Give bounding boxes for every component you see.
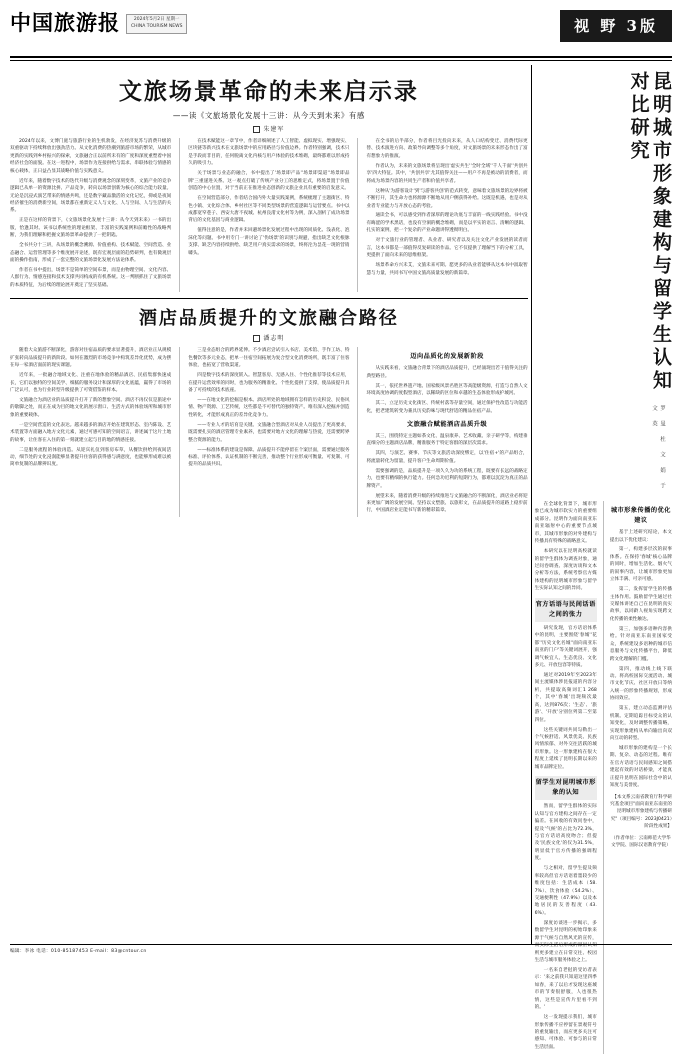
paragraph: 第四，推动线上线下联动。将高校国际交流活动、城市文化节庆、社区开放日等纳入统一的形象传播规划，形成协同效应。 [609,666,672,702]
article2-byline [10,333,528,342]
paragraph: 这一发现提示我们，城市形象传播不应停留在景观符号的重复输出，而应更多关注可感知、可体验、可参与的日常生活层面。 [534,1015,597,1050]
article1-headline: 文旅场景革命的未来启示录 [118,78,419,105]
paragraph: 在空间营造部分，作者结合国内外大量实践案例，系统梳理了主题街区、特色小镇、文化综合体、乡村社区等不同类型场景的营造逻辑与运营要点。书中以成都宽窄巷子、西安大唐不夜城、杭州良渚文化村等为例，深入剖析了成功场景背后的文化基因与商业逻辑。 [188,196,350,224]
paragraph: 一是空间营造的文化表达。越来越多的酒店开始在建筑形态、室内陈设、艺术装置等方面融入地方文化元素，通过可感可知的空间语言，讲述属于这片土地的故事，让住客在入住的第一刻就建立起与目的地的情感连接。 [10,422,172,443]
paragraph: 在全书的后半部分，作者将目光投向未来，从人口结构变迁、消费代际更替、技术演进方向、政策导向调整等多个角度，对文旅场景的未来形态作出了富有想象力的推演。 [366,139,528,159]
paragraph: 2024年以来，文博门庭与旅游行业的生机勃发，在经济复苏与消费升级的双重驱动下持续释放出强劲活力。从文化消费的热潮到旅游市场的繁荣，从城市更新的实践到乡村振兴的探索，文旅融合正以前所未有的广度和深度重塑着中国经济社会的面貌。在这一进程中，场景作为连接供给与需求、串联体验与情感的核心载体，正日益凸显其战略价值与实践意义。 [10,139,172,174]
paragraph: 第五，建立动态监测评估机制。定期追踪目标受众的认知变化，及时调整传播策略，实现形象建构从单向输出向双向互动的转型。 [609,706,672,741]
article3-fund-note: 【本文系云南省教育厅科学研究基金项目"面向南亚东南亚的昆明城市形象建构与传播研究"（项目编号：2023J0421）阶段性成果】 [610,794,672,830]
article2-col1 [10,347,171,517]
newspaper-logo: 中国旅游报 [10,10,120,35]
paragraph: 作者认为，未来的文旅场景将呈现出'虚实共生''全时全域''千人千面''共创共享'四大特征。其中，'共创共享'尤其值得关注——用户不再是被动的消费者，而将成为场景内容的共同生产者和价值共享者。 [366,163,528,184]
article3-byline: 罗 曼 杜 文 娟 于 文 英 [651,405,665,490]
article3-col1 [535,501,597,1054]
paragraph: 这种从'为游客设计'到'与游客共创'的范式转变，意味着文旅场景的边界将被不断打开，其生命力也将源源不断地从用户侧获得补给。这既是机遇，也是对从业者专业能力与开放心态的考验。 [366,188,528,209]
paragraph: 然而，留学生群体的实际认知与官方建构之间存在一定偏差。在回收的有效问卷中，提及'气候'的占比为72.3%，与官方话语高度吻合；但提及'民族文化'的仅为31.5%，明显低于官方传播的强调程度。 [534,804,597,862]
byline-square-icon [253,126,260,133]
paragraph: 本研究以在昆明高校就读的留学生群体为调查对象，通过问卷调查、深度访谈和文本分析等方法，系统考察官方媒体建构的昆明城市形象与留学生实际认知之间的异同。 [534,549,597,592]
paragraph: 在全球化背景下，城市形象已成为城市软实力的重要组成部分。昆明作为面向南亚东南亚辐射中心的重要节点城市，其城市形象的对外建构与传播具有特殊的战略意义。 [534,502,597,545]
vertical-divider [528,65,535,945]
paragraph: 一名来自老挝的受访者表示：'来之前我只知道这里四季如春，来了以后才发现这座城市的节奏很舒服，人也很热情，这些是宣传片里看不到的。' [534,967,597,1011]
paragraph: 作者在书中提出，场景不是简单的空间布景，而是由物理空间、文化内容、人群行为、情感连接和技术支撑共同构成的有机系统。这一判断抓住了文旅场景的本质特征，为后续的理论展开奠定了坚实基础。 [10,268,172,288]
article-scene-revolution [10,73,528,292]
paragraph: 三是业态组合的跨界延伸。不少酒店尝试引入书店、美术馆、手作工坊、特色餐饮等多元业态，把单一住宿空间拓展为复合型文化消费场所，既丰富了住客体验，也拓宽了营收渠道。 [188,348,350,369]
article3-subtitle-3: 城市形象传播的优化建议 [610,507,671,525]
article1-subhead: ——读《文旅场景化发展十三讲：从今天到未来》有感 [172,111,365,120]
paragraph: 这些关键词共同勾勒出一个气候舒适、风景优美、民族风情浓郁、对外交往活跃的城市形象。这一形象建构在很大程度上延续了昆明长期以来的城市品牌定位。 [534,727,597,770]
article-hotel-quality [10,304,528,517]
masthead-rule-thick [10,56,672,58]
paragraph: 全书共分十三讲，从场景的概念溯源、价值重构、技术赋能、空间营造、业态融合、运营管理等多个维度展开论述，既有宏观层面的趋势研判，也有微观层面的操作指南，形成了一套完整的文旅场景化发展方法论体系。 [10,243,172,264]
article3-headline: 昆明城市形象建构与留学生认知对比研究 [627,71,672,393]
article1-col3 [357,138,527,292]
paragraph: 随着大众旅游不断深化，游客对住宿品质的要求显著提升，酒店业正从规模扩张转向品质提升的新阶段。如何在激烈的市场竞争中构筑差异化优势，成为摆在每一家酒店面前的现实课题。 [10,348,172,369]
article2-subtitle-2: 文旅融合赋能酒店品质升级 [406,420,488,428]
paragraph: 近年来，随着数字技术的迭代升级与消费观念的深刻变革，文旅产业的竞争逻辑已从单一的资源比拼、产品竞争，转向以场景创新为核心的综合能力较量。无论是沉浸式演艺带来的情感共鸣，还是数字藏品激活的文化记忆，抑或是夜间经济催生的消费新空间，场景都在重新定义人与文化、人与空间、人与生活的关系。 [10,178,172,214]
paragraph: ——在地文化的挖掘是根本。酒店所处的地域拥有怎样的历史积淀、民俗风情、物产资源、工艺传统，这些都是不可替代的独特资产。唯有深入挖掘并创造性转化，才能形成真正的差异化竞争力。 [188,397,350,418]
left-column-block [10,65,528,945]
paragraph: 从实践来看，文旅融合背景下的酒店品质提升，已经涌现出若干值得关注的典型路径。 [366,366,528,379]
article2-headline: 酒店品质提升的文旅融合路径 [138,308,399,330]
article1-byline [10,124,528,133]
paragraph: 近年来，一批融合地域文化、注重在地体验的精品酒店、民宿集群快速成长，它们以独特的空间美学、细腻的服务设计和深厚的文化底蕴，赢得了市场的广泛认可，也为行业转型升级提供了可资借鉴的样本。 [10,373,172,393]
paragraph: 基于上述研究结论，本文提出以下优化建议： [609,530,672,543]
paragraph: 在技术赋能这一章节中，作者详细阐述了人工智能、虚拟现实、增强现实、区块链等新兴技术在文旅场景中的应用路径与价值边界。作者特别强调，技术只是手段而非目的，任何脱离文化内核与用户体验的技术堆砌，最终都难以形成持久的吸引力。 [188,139,350,167]
paragraph: 对于文旅行业的管理者、从业者、研究者以及关注文化产业发展的读者而言，这本书都是一部值得反复研读的作品。它不仅提供了理解当下的分析工具，更提供了面向未来的思维框架。 [366,238,528,259]
issue-english-name: CHINA TOURISM NEWS [131,23,183,29]
paragraph: 通过对2019年至2023年间主流媒体涉昆报道的内容分析，共提取高频词汇1 268个，其中'春城'出现频次最高，达到876次；'生态'、'旅游'、'开放'分别位列第二至第四位。 [534,672,597,723]
paragraph: 其一，依托世界遗产地、国家级风景名胜区等高能级资源，打造与自然人文环境高度协调的度假型酒店，以稀缺的区位和卓越的生态体验形成护城河。 [366,383,528,397]
masthead-rule-thin [10,60,672,61]
paragraph: 值得注意的是，作者并未回避场景化发展过程中出现的同质化、浅表化、泡沫化等问题。书中用专门一讲讨论了'伪场景'的识别与规避，指出缺乏文化根脉支撑、缺乏内容持续供给、缺乏用户真实需求的场景，终将沦为昙花一现的营销噱头。 [188,228,350,256]
article3-subtitle-1: 官方话语与民间话语之间的张力 [535,598,597,622]
paragraph: 关于场景与业态的融合，书中提出了'场景即产品''场景即渠道''场景即品牌'三重递进关系。这一观点打破了传统产业分工的思维定式，将场景置于价值创造的中心位置，对于当前正在推进业态创新的文旅企业具有重要的启发意义。 [188,171,350,192]
article1-columns [10,138,528,292]
paragraph: 展望未来，随着消费升级的持续推进与文旅融合的不断深化，酒店业必将迎来更加广阔的发展空间。坚持以文塑旅、以旅彰文，在品质提升的道路上稳步前行，中国酒店业定能书写新的精彩篇章。 [366,493,528,514]
article1-byline-text: 朱建军 [263,126,285,133]
paragraph: 通读全书，可以感受到作者深厚的理论功底与丰富的一线实践经验。书中没有晦涩的学术黑话，也没有空洞的概念堆砌，而是以平实的语言、清晰的逻辑、扎实的案例，把一个复杂的产业命题讲得透彻明白。 [366,213,528,234]
issue-date: 2024年5月2日 星期一 [133,17,180,22]
masthead [10,8,672,54]
paragraph: 第三，加强多语种内容供给。针对南亚东南亚国家受众，系统建设多语种的城市信息服务与文化传播平台，降低跨文化理解的门槛。 [609,626,672,662]
issue-info [126,14,187,34]
paragraph: 四是数字技术的深度嵌入。智慧客房、无感入住、个性化推荐等技术应用，在提升运营效率的同时，也为服务的精准化、个性化提供了支撑，使品质提升具备了可持续的技术底座。 [188,373,350,393]
paragraph: ——标准体系的建设是保障。品质提升不能停留在个案层面，需要通过服务标准、评价体系、认证机制的不断完善，推动整个行业形成可衡量、可复制、可提升的品质共识。 [188,447,350,468]
paragraph: 文旅融合为酒店业的品质提升打开了新的想象空间。酒店不再仅仅是旅途中的歇脚之处，而正在成为目的地文化的展示窗口、生活方式的体验场所和城市形象的重要载体。 [10,397,172,418]
article2-columns [10,347,528,517]
paragraph: 城市形象的建构是一个长期、复杂、动态的过程。唯有在官方话语与民间感知之间搭建起有效的对话桥梁，才能真正提升昆明在国际社会中的认知度与美誉度。 [609,745,672,789]
paragraph: ——专业人才的培育是关键。文旅融合型酒店对从业人员提出了更高要求，既需要扎实的酒店管理专业素养，也需要对地方文化的理解与热爱，还需要跨界整合资源的能力。 [188,422,350,443]
paragraph: 研究发现，官方话语体系中的昆明，主要围绕'春城''花都''历史文化名城''面向南亚东南亚的门户'等关键词展开，强调气候宜人、生态优良、文化多元、开放包容等特质。 [534,625,597,669]
paragraph: 场景革命方兴未艾，文旅未来可期。愿更多的从业者能够从这本书中汲取智慧与力量，共同书写中国文旅高质量发展的新篇章。 [366,263,528,276]
article2-byline-text: 潘志明 [263,335,285,343]
byline-square-icon [253,335,260,342]
page-footer: 编辑：李冰 电话：010-85187453 E-mail：83@cntour.cn [10,944,672,954]
article1-col2 [179,138,349,292]
paragraph: 需要强调的是，品质提升是一项久久为功的系统工程，既要有长远的战略定力，也要有精细的执行能力。任何急功近利的短期行为，都难以沉淀为真正的品牌资产。 [366,468,528,489]
paragraph: 其四，与演艺、赛事、节庆等文旅活动深度绑定，以'住宿+'的产品组合，将流量转化为留量，提升客户生命周期价值。 [366,451,528,464]
article3-columns [535,501,672,1054]
article1-col1 [10,138,171,292]
article3-affiliation: （作者单位：云南师范大学华文学院、国际汉语教育学院） [611,835,671,849]
masthead-left [10,8,187,34]
paragraph: 深度访谈进一步揭示，多数留学生对昆明的初始印象来源于气候与自然风光的宣传，而实际生活后形成的深层认知则更多建立在日常交往、校园生活与城市服务体验之上。 [534,920,597,963]
article2-subtitle-1: 迈向品质化的发展新阶段 [410,353,484,361]
section-label: 视 野 3版 [560,10,672,42]
paragraph: 第二，发挥留学生的传播主体作用。鼓励留学生通过社交媒体讲述自己在昆明的真实故事，以同龄人视角实现跨文化传播的柔性触达。 [609,587,672,622]
paragraph: 二是服务流程的体验再造。从迎宾礼仪到客房布草，从餐饮供给到夜间活动，细节处的文化浸润能够显著提升住客的获得感与满意度，也能够形成难以被简单复制的品牌辨识度。 [10,447,172,468]
article2-col3 [357,347,527,517]
article-kunming-image [534,65,672,1050]
article2-col2 [179,347,349,517]
article3-subtitle-2: 留学生对昆明城市形象的认知 [535,776,597,800]
paragraph: 其三，围绕特定主题如茶文化、温泉康养、艺术收藏、亲子研学等，构建垂直细分的主题酒店品牌，精准服务于特定客群的深层次需求。 [366,434,528,447]
paragraph: 第一，构建多层次的叙事体系。在保持'春城'核心品牌的同时，增加生活化、烟火气的叙事内容，让城市形象更加立体丰满、可亲可感。 [609,547,672,583]
paragraph: 与之相对，留学生提及频率较高但官方话语着墨较少的维度包括：生活成本（58.7%）、饮食体验（54.2%）、交通便利性（47.9%）以及本地居民的友善程度（43.6%）。 [534,866,597,916]
article-divider [10,298,528,299]
paragraph: 正是在这样的背景下，《文旅场景化发展十三讲：从今天到未来》一书的出版，恰逢其时。该书以系统性的理论框架、丰富的实践案例和前瞻性的战略判断，为我们理解和把握文旅场景革命提供了一把钥匙。 [10,218,172,239]
paragraph: 其二，立足历史文化街区、传统村落等存量空间，通过保护性改造与功能活化，把老建筑转变为兼具历史韵味与现代舒适的精品住宿产品。 [366,401,528,414]
article3-col2 [603,501,672,1054]
